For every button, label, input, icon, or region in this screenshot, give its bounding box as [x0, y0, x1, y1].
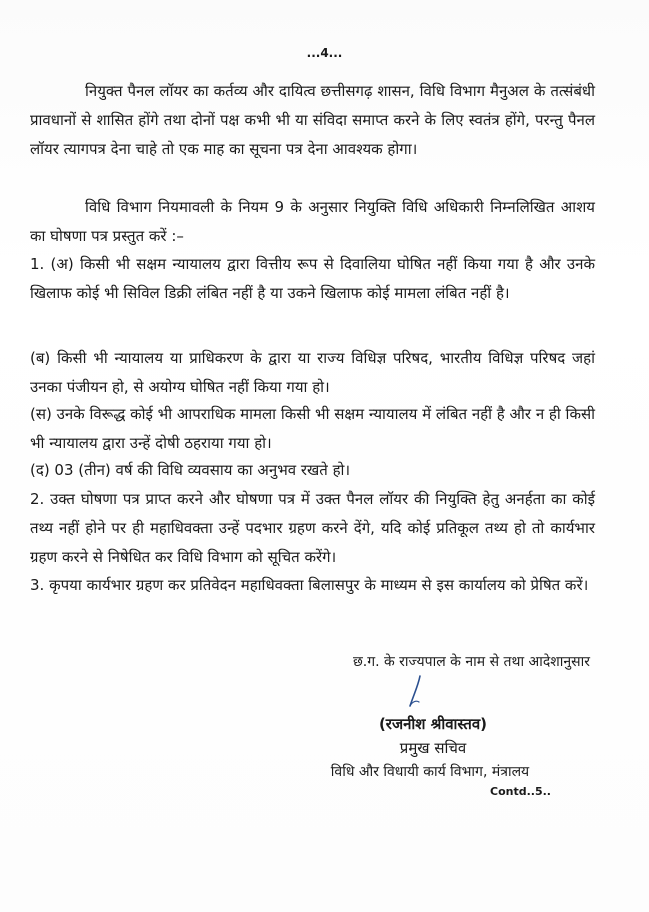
paragraph-declaration-intro: विधि विभाग नियमावली के नियम 9 के अनुसार नियुक्ति विधि अधिकारी निम्नलिखित आशय का घोषणा पत्र प्रस्तुत करें :–: [30, 198, 595, 245]
signatory-name: (रजनीश श्रीवास्तव): [378, 715, 488, 733]
clause-1a: 1. (अ) किसी भी सक्षम न्यायालय द्वारा वित्तीय रूप से दिवालिया घोषित नहीं किया गया है और उनके खिलाफ कोई भी सिविल डिक्री लंबित नहीं है या उकने खिलाफ कोई मामला लंबित नहीं है।: [30, 255, 595, 302]
clause-1b: (ब) किसी भी न्यायालय या प्राधिकरण के द्वारा या राज्य विधिज्ञ परिषद, भारतीय विधिज्ञ परिषद जहां उनका पंजीयन हो, से अयोग्य घोषित नहीं किया गया हो।: [30, 349, 595, 396]
signatory-title: प्रमुख सचिव: [399, 739, 467, 757]
page-number: ...4...: [306, 46, 343, 60]
order-line: छ.ग. के राज्यपाल के नाम से तथा आदेशानुसार: [352, 654, 590, 670]
clause-1d: (द) 03 (तीन) वर्ष की विधि व्यवसाय का अनुभव रखते हो।: [30, 461, 351, 479]
paragraph-duties: नियुक्त पैनल लॉयर का कर्तव्य और दायित्व छत्तीसगढ़ शासन, विधि विभाग मैनुअल के तत्संबंधी प्रावधानों से शासित होंगे तथा दोनों पक्ष कभी भी या संविदा समाप्त करने के लिए स्वतंत्र होंगे, परन्तु पैनल लॉयर त्यागपत्र देना चाहे तो एक माह का सूचना पत्र देना आवश्यक होगा।: [30, 82, 595, 158]
clause-1c: (स) उनके विरूद्ध कोई भी आपराधिक मामला किसी भी सक्षम न्यायालय में लंबित नहीं है और न ही किसी भी न्यायालय द्वारा उन्हें दोषी ठहराया गया हो।: [30, 405, 595, 452]
continued-marker: Contd..5..: [490, 785, 551, 798]
signature-mark: [400, 672, 440, 712]
signatory-department: विधि और विधायी कार्य विभाग, मंत्रालय: [330, 764, 530, 780]
clause-2: 2. उक्त घोषणा पत्र प्राप्त करने और घोषणा पत्र में उक्त पैनल लॉयर की नियुक्ति हेतु अनर्हता का कोई तथ्य नहीं होने पर ही महाधिवक्ता उन्हें पदभार ग्रहण करने देंगे, यदि कोई प्रतिकूल तथ्य हो तो कार्यभार ग्रहण करने से निषेधित कर विधि विभाग को सूचित करेंगे।: [30, 490, 595, 566]
clause-3: 3. कृपया कार्यभार ग्रहण कर प्रतिवेदन महाधिवक्ता बिलासपुर के माध्यम से इस कार्यालय को प्रेषित करें।: [30, 576, 589, 594]
